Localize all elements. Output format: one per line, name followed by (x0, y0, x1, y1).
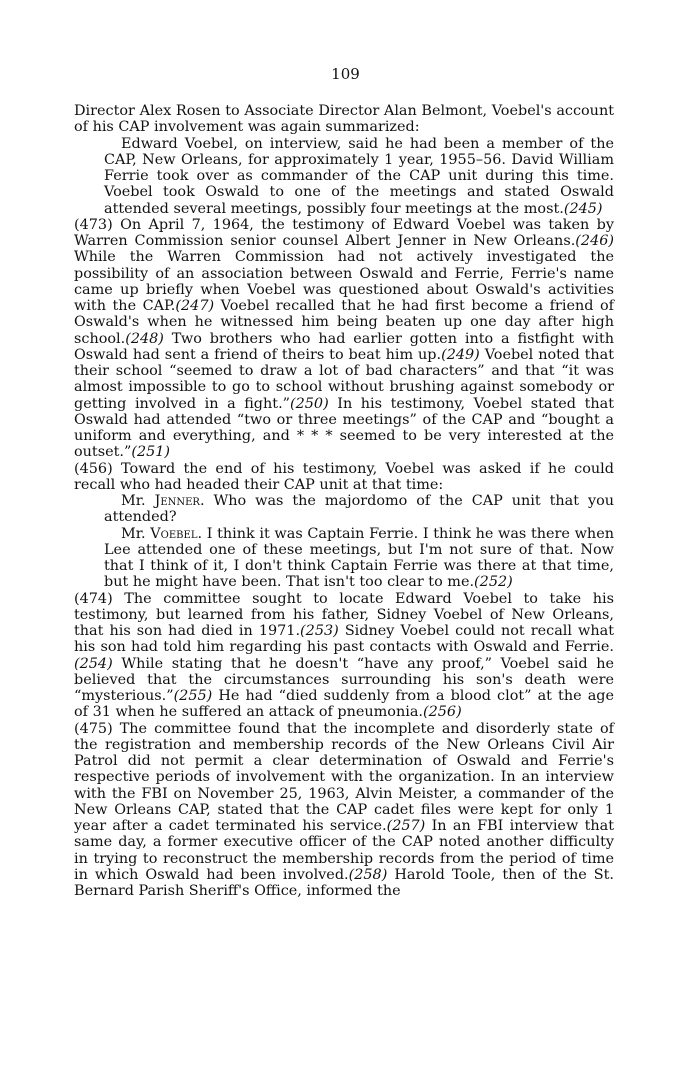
speaker-prefix: Mr. (121, 525, 151, 542)
paragraph-475 (74, 721, 614, 900)
footnote-ref: (258) (348, 866, 388, 883)
paragraph-text: Voebel recalled that he had first become a friend of Oswald's when he witnessed him being beaten up one day after high school. (74, 298, 615, 347)
paragraph-number: (474) (74, 590, 113, 607)
paragraph-text: Harold Toole, then of the St. Bernard Parish Sheriff's Office, informed the (74, 866, 614, 899)
paragraph-text: While stating that he doesn't “have any proof,” Voebel said he believed that the circumstances surrounding his son's death were “mysterious.” (74, 655, 614, 704)
testimony-jenner (104, 493, 614, 526)
footnote-ref: (249) (441, 346, 480, 363)
footnote-ref: (252) (474, 574, 513, 591)
body-text (74, 103, 614, 899)
paragraph-number: (475) (74, 720, 113, 737)
footnote-ref: (251) (131, 444, 171, 461)
block-quote-testimony (104, 493, 614, 591)
paragraph-intro (74, 103, 614, 136)
paragraph-text: Sidney Voebel could not recall what his son had told him regarding his past contacts with Oswald and Ferrie. (74, 623, 615, 656)
paragraph-text: Toward the end of his testimony, Voebel was asked if he could recall who had headed their CAP unit at that time: (74, 460, 614, 493)
block-quote-fbi (104, 136, 614, 217)
footnote-ref: (257) (386, 818, 426, 834)
paragraph-text: Two brothers who had earlier gotten into a fistfight with Oswald had sent a friend of theirs to beat him up. (74, 330, 614, 363)
speaker-name: Voebel. (150, 525, 203, 542)
footnote-ref: (248) (125, 330, 164, 347)
testimony-voebel (104, 526, 614, 591)
quote-text: Edward Voebel, on interview, said he had been a member of the CAP, New Orleans, for approximately 1 year, 1955–56. David William Ferrie took over as commander of the CAP unit during this time. Voebel took Oswald to one of the meetings and stated Oswald attended several meetings, possibly four meetings at the most. (104, 135, 614, 217)
intro-text: Director Alex Rosen to Associate Director Alan Belmont, Voebel's account of his CAP involvement was again summarized: (74, 103, 614, 136)
footnote-ref: (245) (563, 200, 603, 217)
speaker-prefix: Mr. (121, 493, 155, 509)
paragraph-474 (74, 591, 614, 721)
paragraph-text: On April 7, 1964, the testimony of Edward Voebel was taken by Warren Commission senior counsel Albert Jenner in New Orleans. (74, 216, 614, 249)
paragraph-text: The committee found that the incomplete and disorderly state of the registration and membership records of the New Orleans Civil Air Patrol did not permit a clear determination of Oswald and Ferrie's respective periods of involvement with the organization. In an interview with the FBI on November 25, 1963, Alvin Meister, a commander of the New Orleans CAP, stated that the CAP cadet files were kept for only 1 year after a cadet terminated his service. (74, 720, 614, 834)
paragraph-text: In an FBI interview that same day, a former executive officer of the CAP noted another difficulty in trying to reconstruct the membership records from the period of time in which Oswald had been involved. (74, 818, 615, 883)
paragraph-number: (456) (74, 460, 113, 477)
speaker-name: Jenner. (154, 493, 205, 509)
testimony-text: I think it was Captain Ferrie. I think he was there when Lee attended one of these meetings, but I'm not sure of that. Now that I think of it, I don't think Captain Ferrie was there at that time, but he might have been. That isn't too clear to me. (104, 525, 614, 591)
paragraph-number: (473) (74, 216, 113, 233)
testimony-text: Who was the majordomo of the CAP unit that you attended? (104, 493, 614, 526)
footnote-ref: (254) (74, 655, 113, 672)
footnote-ref: (250) (290, 395, 329, 412)
footnote-ref: (253) (300, 623, 339, 639)
footnote-ref: (247) (175, 298, 215, 314)
footnote-ref: (255) (173, 688, 213, 704)
footnote-ref: (256) (423, 704, 462, 721)
page-number: 109 (331, 65, 360, 83)
paragraph-text: Voebel noted that their school “seemed to draw a lot of bad characters” and that “it was almost impossible to go to school without brushing against somebody or getting involved in a fight.” (74, 346, 614, 412)
footnote-ref: (246) (575, 233, 614, 249)
paragraph-text: While the Warren Commission had not actively investigated the possibility of an association between Oswald and Ferrie, Ferrie's name came up briefly when Voebel was questioned about Oswald's activities with the CAP. (74, 249, 614, 314)
paragraph-text: The committee sought to locate Edward Voebel to take his testimony, but learned from his father, Sidney Voebel of New Orleans, that his son had died in 1971. (74, 590, 614, 639)
paragraph-456 (74, 461, 614, 494)
paragraph-text: In his testimony, Voebel stated that Oswald had attended “two or three meetings” of the CAP and “bought a uniform and everything, and * * * seemed to be very interested at the outset.” (74, 395, 614, 461)
paragraph-text: He had “died suddenly from a blood clot” at the age of 31 when he suffered an attack of pneumonia. (74, 688, 614, 721)
quote-paragraph (104, 136, 614, 217)
paragraph-473 (74, 217, 614, 461)
